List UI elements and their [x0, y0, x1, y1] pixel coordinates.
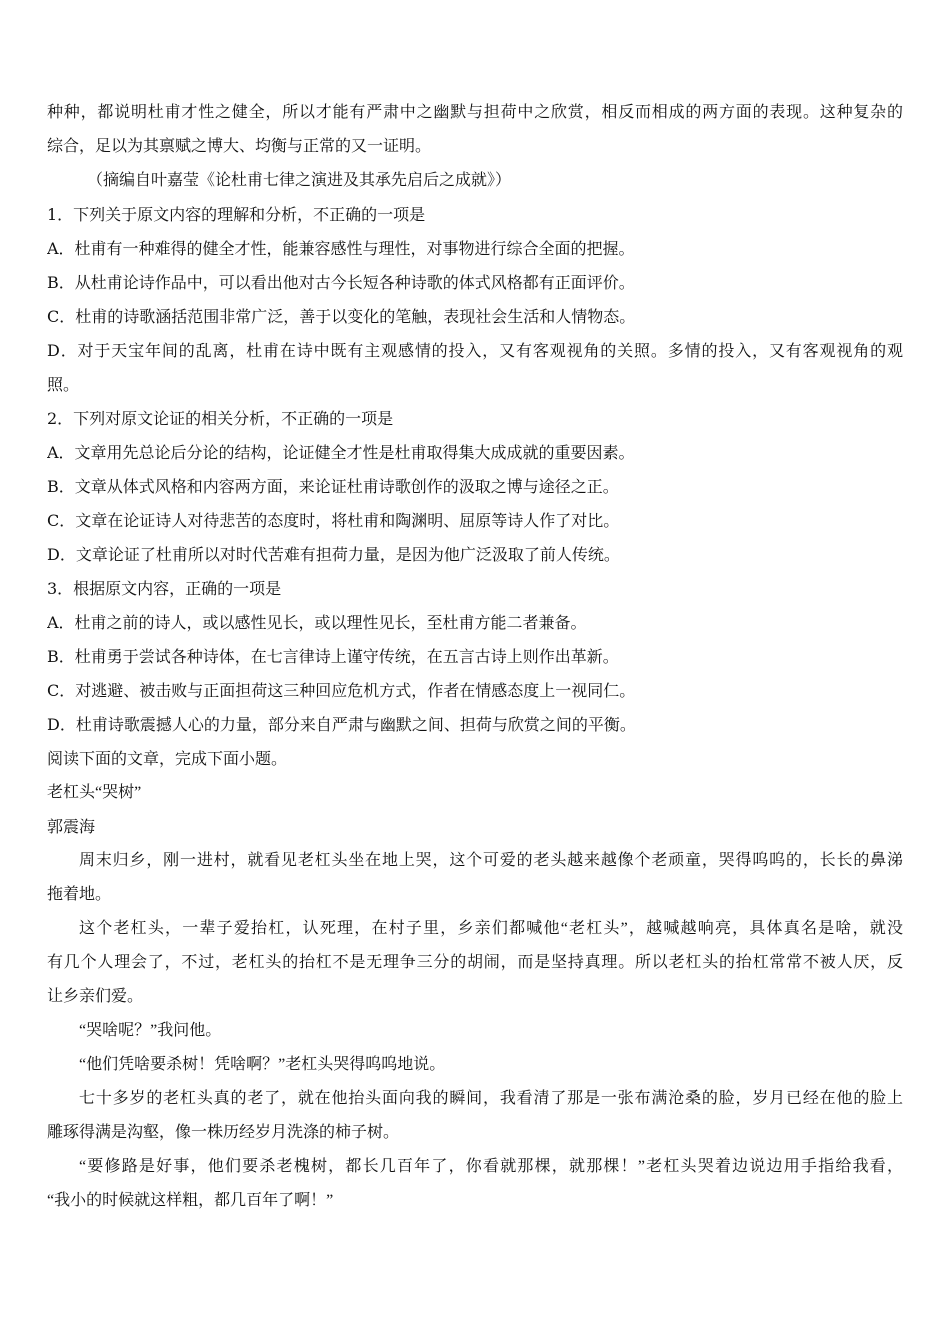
- question-1-option-c: C．杜甫的诗歌涵括范围非常广泛，善于以变化的笔触，表现社会生活和人情物态。: [47, 307, 636, 326]
- question-2-option-c: C．文章在论证诗人对待悲苦的态度时，将杜甫和陶渊明、屈原等诗人作了对比。: [47, 511, 620, 530]
- question-3-stem: 3．根据原文内容，正确的一项是: [47, 579, 282, 598]
- story-paragraph-6-line-1: “要修路是好事，他们要杀老槐树，都长几百年了，你看就那棵，就那棵！”老杠头哭着边说边用手指给我看，: [79, 1158, 903, 1175]
- question-1-option-d-cont: 照。: [47, 375, 80, 394]
- story-paragraph-4: “他们凭啥要杀树！凭啥啊？”老杠头哭得呜呜地说。: [79, 1056, 446, 1073]
- story-paragraph-3: “哭啥呢？”我问他。: [79, 1022, 222, 1039]
- story-paragraph-2-line-1: 这个老杠头，一辈子爱抬杠，认死理，在村子里，乡亲们都喊他“老杠头”，越喊越响亮，具体真名是啥，就没: [79, 920, 903, 937]
- story-paragraph-5-line-1: 七十多岁的老杠头真的老了，就在他抬头面向我的瞬间，我看清了那是一张布满沧桑的脸，岁月已经在他的脸上: [79, 1090, 903, 1107]
- question-3-option-d: D．杜甫诗歌震撼人心的力量，部分来自严肃与幽默之间、担荷与欣赏之间的平衡。: [47, 715, 636, 734]
- question-1-stem: 1．下列关于原文内容的理解和分析，不正确的一项是: [47, 205, 426, 224]
- question-3-option-c: C．对逃避、被击败与正面担荷这三种回应危机方式，作者在情感态度上一视同仁。: [47, 681, 636, 700]
- story-paragraph-2-line-3: 让乡亲们爱。: [47, 988, 144, 1005]
- question-2-option-d: D．文章论证了杜甫所以对时代苦难有担荷力量，是因为他广泛汲取了前人传统。: [47, 545, 620, 564]
- story-paragraph-1-line-2: 拖着地。: [47, 886, 112, 903]
- passage-source: （摘编自叶嘉莹《论杜甫七律之演进及其承先启后之成就》）: [87, 172, 512, 189]
- question-1-option-a: A．杜甫有一种难得的健全才性，能兼容感性与理性，对事物进行综合全面的把握。: [47, 239, 635, 258]
- question-2-stem: 2．下列对原文论证的相关分析，不正确的一项是: [47, 409, 394, 428]
- question-3-option-a: A．杜甫之前的诗人，或以感性见长，或以理性见长，至杜甫方能二者兼备。: [47, 613, 587, 632]
- passage-line-2: 综合，足以为其禀赋之博大、均衡与正常的又一证明。: [47, 138, 432, 155]
- story-paragraph-1-line-1: 周末归乡，刚一进村，就看见老杠头坐在地上哭，这个可爱的老头越来越像个老顽童，哭得呜呜的，长长的鼻涕: [79, 852, 903, 869]
- passage-line-1: 种种，都说明杜甫才性之健全，所以才能有严肃中之幽默与担荷中之欣赏，相反而相成的两方面的表现。这种复杂的: [47, 104, 903, 121]
- question-2-option-a: A．文章用先总论后分论的结构，论证健全才性是杜甫取得集大成成就的重要因素。: [47, 443, 635, 462]
- question-1-option-b: B．从杜甫论诗作品中，可以看出他对古今长短各种诗歌的体式风格都有正面评价。: [47, 273, 635, 292]
- reading-instruction: 阅读下面的文章，完成下面小题。: [47, 749, 288, 768]
- story-paragraph-5-line-2: 雕琢得满是沟壑，像一株历经岁月洗涤的柿子树。: [47, 1124, 400, 1141]
- question-1-option-d: D．对于天宝年间的乱离，杜甫在诗中既有主观感情的投入，又有客观视角的关照。多情的投入，又有客观视角的观: [47, 341, 903, 360]
- question-3-option-b: B．杜甫勇于尝试各种诗体，在七言律诗上谨守传统，在五言古诗上则作出革新。: [47, 647, 619, 666]
- story-title: 老杠头“哭树”: [47, 784, 142, 801]
- story-author: 郭震海: [47, 817, 96, 836]
- document-page: [47, 96, 903, 1218]
- story-paragraph-6-line-2: “我小的时候就这样粗，都几百年了啊！”: [47, 1192, 334, 1209]
- story-paragraph-2-line-2: 有几个人理会了，不过，老杠头的抬杠不是无理争三分的胡闹，而是坚持真理。所以老杠头的抬杠常常不被人厌，反: [47, 954, 903, 971]
- question-2-option-b: B．文章从体式风格和内容两方面，来论证杜甫诗歌创作的汲取之博与途径之正。: [47, 477, 619, 496]
